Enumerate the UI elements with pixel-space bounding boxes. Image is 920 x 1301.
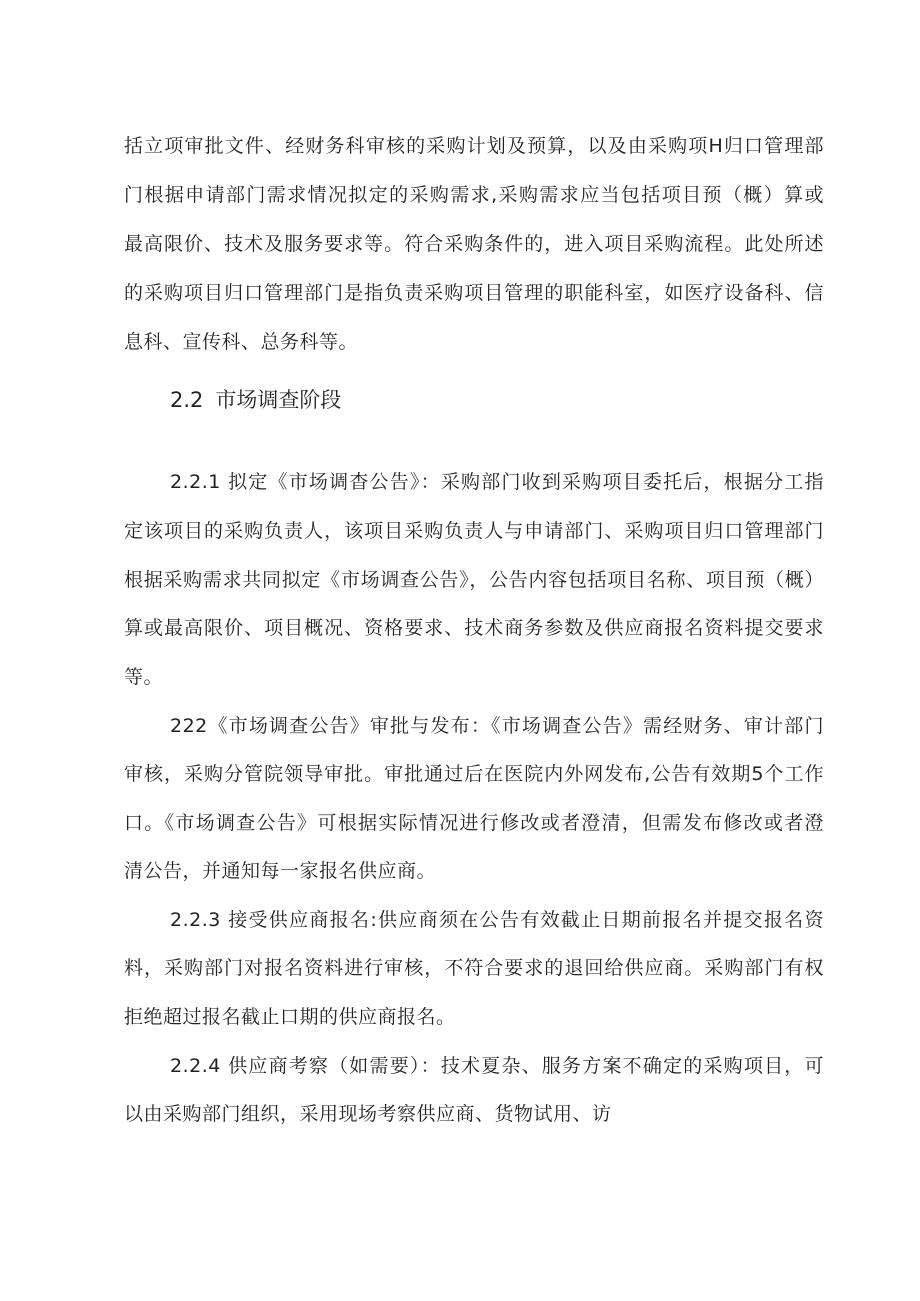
paragraph-2-2-1-line-3: 根据采购需求共同拟定《市场调查公告》，公告内容包括项目名称、项目预（概）	[124, 569, 824, 591]
section-heading	[170, 386, 341, 414]
paragraph-1-line-1: 括立项审批文件、经财务科审核的采购计划及预算，以及由采购项H归口管理部	[124, 135, 824, 157]
paragraph-2-2-1-line-1: 2.2.1 拟定《市场调杳公告》：采购部门收到采购项目委托后，根据分工指	[170, 471, 824, 493]
paragraph-2-2-2-line-4: 清公告，并通知每一家报名供应商。	[124, 860, 437, 882]
section-title: 市场调查阶段	[215, 388, 342, 412]
paragraph-1-line-2: 门根据申请部门需求情况拟定的采购需求,采购需求应当包括项目预（概）算或	[124, 184, 824, 206]
paragraph-1-line-4: 的采购项目归口管理部门是指负责采购项目管理的职能科室，如医疗设备科、信	[124, 282, 824, 304]
paragraph-2-2-2-line-1: 222《市场调查公告》审批与发布：《市场调查公告》需经财务、审计部门	[170, 715, 824, 737]
paragraph-2-2-1-line-5: 等。	[124, 666, 164, 688]
section-number: 2.2	[170, 388, 204, 412]
paragraph-2-2-2-line-3: 口。《市场调查公告》可根据实际情况进行修改或者澄清，但需发布修改或者澄	[124, 812, 824, 834]
paragraph-2-2-4-line-1: 2.2.4 供应商考察（如需要）：技术夏杂、服务方案不确定的采购项目，可	[170, 1055, 824, 1077]
paragraph-2-2-1-line-2: 定该项目的采购负责人，该项目采购负责人与申请部门、采购项目归口管理部门	[124, 520, 824, 542]
paragraph-2-2-4-line-2: 以由采购部门组织，采用现场考察供应商、货物试用、访	[124, 1103, 612, 1125]
paragraph-2-2-3-line-2: 料，采购部门对报名资料进行审核，不符合要求的退回给供应商。采购部门有权	[124, 957, 824, 979]
paragraph-2-2-3-line-3: 拒绝超过报名截止口期的供应商报名。	[124, 1006, 456, 1028]
paragraph-1-line-3: 最高限价、技术及服务要求等。符合采购条件的，进入项目采购流程。此处所述	[124, 233, 824, 255]
paragraph-2-2-2-line-2: 审核，采购分管院领导审批。审批通过后在医院内外网发布,公告有效期5个工作	[124, 763, 824, 785]
paragraph-2-2-1-line-4: 算或最高限价、项目概况、资格要求、技术商务参数及供应商报名资料提交要求	[124, 617, 824, 639]
paragraph-2-2-3-line-1: 2.2.3 接受供应商报名:供应商须在公告有效截止日期前报名并提交报名资	[170, 909, 824, 931]
paragraph-1-line-5: 息科、宣传科、总务科等。	[124, 331, 359, 353]
